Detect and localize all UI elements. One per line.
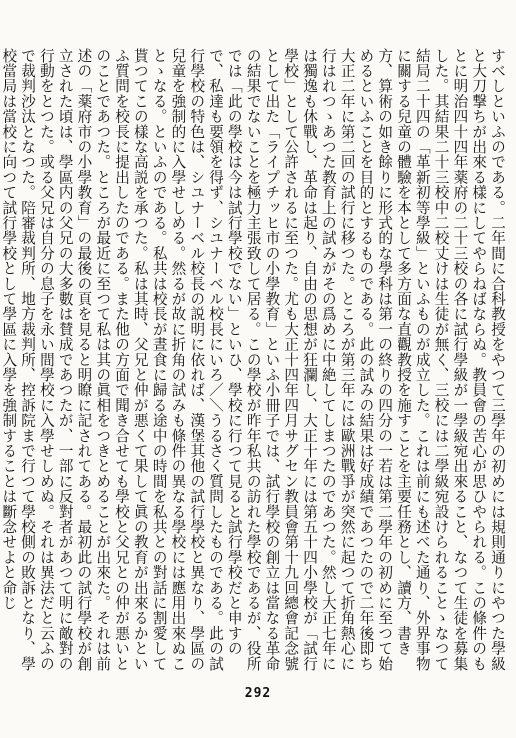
page-number: 292 [244, 686, 272, 701]
body-paragraph: すべしといふのである。二年間に合科教授をやつて三學年の初めには規則通りにやつた學級と大刀撃ちが出來る樣にしてやらねばならぬ。教員會の苦心が思ひやられる。この條件のもとに明治四十四年薬府の二十三校の各に試行學級が一學級宛出來ること、なつて生徒を募集した。其結果二十三校中二校丈けは生徒が無く、三校には二學級宛設けられることゝなつて結局二十四の「革新初等學級」といふものが成立した。これは前にも述べた通り、外界事物に關する兒童の體驗を本として多方面な直觀教授を施すことを主要任務とし、讀方、書き方、算術の如き餘りに形式的な學科は第一の終りの四分の一若は第二學年の初めに至つて始めるといふことを目的とするものである。此の試みの結果は好成績であつたので二年後即ち大正二年に第二回の試行に移つた。ところが第三年には歐洲戰爭が突然に起つて折角熱心に行はれつゝあつた教育上の試みがその爲めに中絶してしまつたのであつた。然し大正七年には獨逸も休戰し、革命は起り、自由の思想が狂瀾し、大正十年には第五十四小學校が「試行學校」として公許されるに至つた。尤も大正十四年四月サグセン教員會第十九回總會記念號として出た「ライプチッヒ市の小學教育」といふ小冊子では、試行學校の創立は當なる革命の結果でないことを極力主張致して居る。この學校が昨年私共の訪れた學校であるが、役所では「此の學校は今は試行學校でない」といひ、學校に行つて見ると試行學校だと申すので、私達も要領を得ず、シユナーベル校長にいろ／＼うるさく質問したものである。此の試行學校の特色は、シユナーベル校長の説明に依れば、漢堡其他の試行學校と異なり、學區の兒童を強制的に入學せしめる。然るが故に折角の試みも條件の異なる學校には應用出來ぬことゝなる。といふのである。私共は校長が晝食に歸る途中の時間を私共との對話に割愛して貰つてこの樣な高説を承つた。私は其時、父兄と仲が悪くて果して眞の教育が出來るかといふ質問を校長に提出したのである。また他の方面で聞き合せても學校と父兄との仲が悪いとのことであつた。ところが最近に至つて私は其の眞相をつきとめることが出來た。それは前述の「薬府市の小學教育」の最後の頁を見ると明瞭に記されてある。最初此の試行學校が創立された頃は、學區内の父兄の大多數は賛成であつたが、一部に反對者があつて明に敵對の行動をとつた。或る父兄は自分の息子を永い間學校に入學せしめぬ。それは異法だと云ふので裁判沙汰となつた。陪審裁判所、地方裁判所、控訴院まで行つて學校側の敗訴となり、學校當局は當校に向つて試行學校として學區に入學を強制することは斷念せよと命じ [0, 48, 506, 672]
vertical-text-body [0, 48, 506, 676]
